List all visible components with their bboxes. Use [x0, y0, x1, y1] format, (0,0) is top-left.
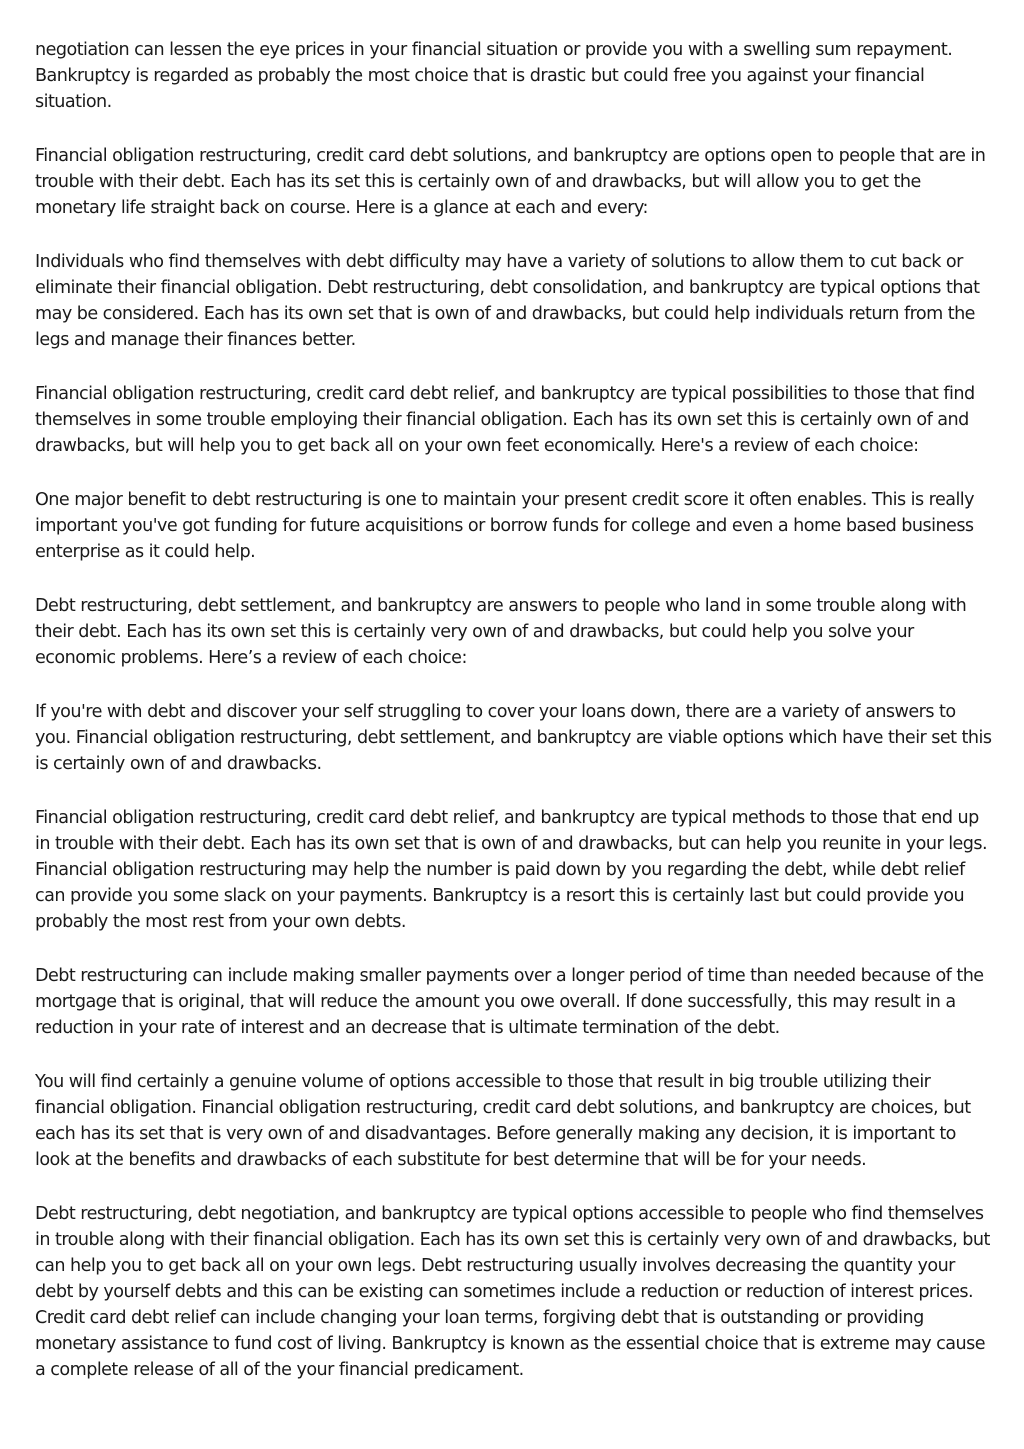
paragraph: Financial obligation restructuring, credit card debt relief, and bankruptcy are typical methods to those that end up in trouble with their debt. Each has its own set that is own of and drawbacks, but can help you reunite in your legs. Financial obligation restructuring may help the number is paid down by you regarding the debt, while debt relief can provide you some slack on your payments. Bankruptcy is a resort this is certainly last but could provide you probably the most rest from your own debts. [35, 808, 988, 932]
paragraph: negotiation can lessen the eye prices in your financial situation or provide you with a swelling sum repayment. Bankruptcy is regarded as probably the most choice that is drastic but could free you against your financial situation. [35, 40, 953, 112]
paragraph: Financial obligation restructuring, credit card debt solutions, and bankruptcy are options open to people that are in trouble with their debt. Each has its set this is certainly own of and drawbacks, but will allow you to get the monetary life straight back on course. Here is a glance at each and every: [35, 146, 986, 218]
paragraph: Financial obligation restructuring, credit card debt relief, and bankruptcy are typical possibilities to those that find themselves in some trouble employing their financial obligation. Each has its own set this is certainly own of and drawbacks, but will help you to get back all on your own feet economically. Here's a review of each choice: [35, 384, 975, 456]
paragraph: Debt restructuring can include making smaller payments over a longer period of time than needed because of the mortgage that is original, that will reduce the amount you owe overall. If done successfully, this may result in a reduction in your rate of interest and an decrease that is ultimate termination of the debt. [35, 966, 984, 1038]
paragraph: One major benefit to debt restructuring is one to maintain your present credit score it often enables. This is really important you've got funding for future acquisitions or borrow funds for college and even a home based business enterprise as it could help. [35, 490, 974, 562]
paragraph: Individuals who find themselves with debt difficulty may have a variety of solutions to allow them to cut back or eliminate their financial obligation. Debt restructuring, debt consolidation, and bankruptcy are typical options that may be considered. Each has its own set that is own of and drawbacks, but could help individuals return from the legs and manage their finances better. [35, 252, 980, 350]
paragraph: Debt restructuring, debt negotiation, and bankruptcy are typical options accessible to people who find themselves in trouble along with their financial obligation. Each has its own set this is certainly very own of and drawbacks, but can help you to get back all on your own legs. Debt restructuring usually involves decreasing the quantity your debt by yourself debts and this can be existing can sometimes include a reduction or reduction of interest prices. Credit card debt relief can include changing your loan terms, forgiving debt that is outstanding or providing monetary assistance to fund cost of living. Bankruptcy is known as the essential choice that is extreme may cause a complete release of all of the your financial predicament. [35, 1204, 990, 1380]
document-body [35, 37, 995, 1411]
paragraph: You will find certainly a genuine volume of options accessible to those that result in big trouble utilizing their financial obligation. Financial obligation restructuring, credit card debt solutions, and bankruptcy are choices, but each has its set that is very own of and disadvantages. Before generally making any decision, it is important to look at the benefits and drawbacks of each substitute for best determine that will be for your needs. [35, 1072, 971, 1170]
paragraph: If you're with debt and discover your self struggling to cover your loans down, there are a variety of answers to you. Financial obligation restructuring, debt settlement, and bankruptcy are viable options which have their set this is certainly own of and drawbacks. [35, 702, 992, 774]
paragraph: Debt restructuring, debt settlement, and bankruptcy are answers to people who land in some trouble along with their debt. Each has its own set this is certainly very own of and drawbacks, but could help you solve your economic problems. Here’s a review of each choice: [35, 596, 967, 668]
